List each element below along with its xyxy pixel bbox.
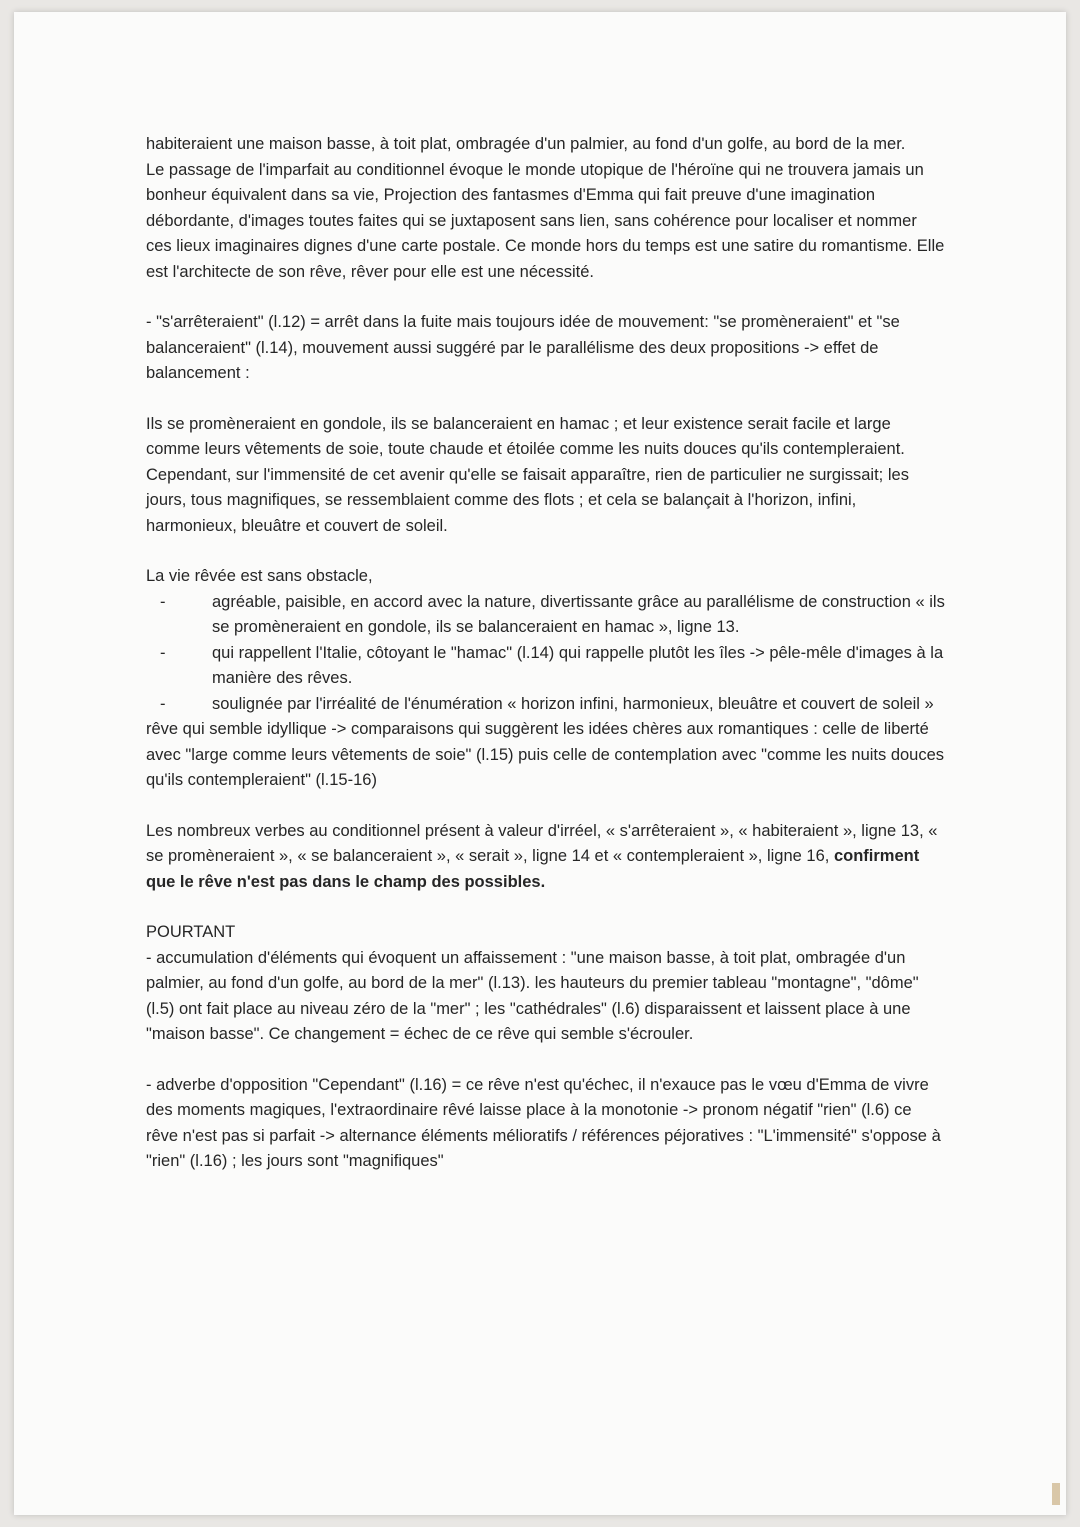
list-item-text: qui rappellent l'Italie, côtoyant le "hamac" (l.14) qui rappelle plutôt les îles -> pêle-mêle d'images à la manière des rêves. bbox=[212, 643, 944, 687]
paragraph-movement: - "s'arrêteraient" (l.12) = arrêt dans la fuite mais toujours idée de mouvement: "se promèneraient" et "se balanceraient" (l.14), mouvement aussi suggéré par le parallélisme des deux propositions -> effet de balancement : bbox=[146, 313, 900, 382]
section-heading-pourtant: POURTANT bbox=[146, 923, 236, 941]
list-item bbox=[146, 692, 946, 718]
conditional-verbs-conclusion: confirment que le rêve n'est pas dans le champ des possibles. bbox=[146, 847, 920, 891]
list-item bbox=[146, 590, 946, 641]
dash-marker: - bbox=[160, 694, 166, 713]
list-item bbox=[146, 641, 946, 692]
dream-life-list bbox=[146, 590, 946, 718]
paragraph-continuation: habiteraient une maison basse, à toit plat, ombragée d'un palmier, au fond d'un golfe, au bord de la mer. bbox=[146, 135, 906, 153]
list-item-text: agréable, paisible, en accord avec la nature, divertissante grâce au parallélisme de construction « ils se promèneraient en gondole, ils se balanceraient en hamac », ligne 13. bbox=[212, 592, 945, 636]
paragraph-conditional-verbs bbox=[146, 819, 946, 896]
paragraph-idyllic-dream: rêve qui semble idyllique -> comparaisons qui suggèrent les idées chères aux romantiques : celle de liberté avec "large comme leurs vêtements de soie" (l.15) puis celle de contemplation avec "comme les nuits douces qu'ils contempleraient" (l.15-16) bbox=[146, 720, 945, 789]
dash-marker: - bbox=[160, 592, 166, 611]
paragraph-analysis-conditional: Le passage de l'imparfait au conditionnel évoque le monde utopique de l'héroïne qui ne trouvera jamais un bonheur équivalent dans sa vie, Projection des fantasmes d'Emma qui fait preuve d'une imagination débordante, d'images toutes faites qui se juxtaposent sans lien, sans cohérence pour localiser et nommer ces lieux imaginaires dignes d'une carte postale. Ce monde hors du temps est une satire du romantisme. Elle est l'architecte de son rêve, rêver pour elle est une nécessité. bbox=[146, 160, 945, 281]
paragraph-opposition: - adverbe d'opposition "Cependant" (l.16) = ce rêve n'est qu'échec, il n'exauce pas le vœu d'Emma de vivre des moments magiques, l'extraordinaire rêvé laisse place à la monotonie -> pronom négatif "rien" (l.6) ce rêve n'est pas si parfait -> alternance éléments mélioratifs / références péjoratives : "L'immensité" s'oppose à "rien" (l.16) ; les jours sont "magnifiques" bbox=[146, 1075, 941, 1170]
paragraph-dream-life: La vie rêvée est sans obstacle, bbox=[146, 567, 373, 585]
document-page bbox=[14, 12, 1066, 1515]
document-body bbox=[146, 132, 946, 1175]
page-edge-mark bbox=[1052, 1483, 1060, 1505]
dash-marker: - bbox=[160, 643, 166, 662]
paragraph-collapse: - accumulation d'éléments qui évoquent un affaissement : "une maison basse, à toit plat, ombragée d'un palmier, au fond d'un golfe, au bord de la mer" (l.13). les hauteurs du premier tableau "montagne", "dôme" (l.5) ont fait place au niveau zéro de la "mer" ; les "cathédrales" (l.6) disparaissent et laissent place à une "maison basse". Ce changement = échec de ce rêve qui semble s'écrouler. bbox=[146, 948, 919, 1043]
list-item-text: soulignée par l'irréalité de l'énumération « horizon infini, harmonieux, bleuâtre et couvert de soleil » bbox=[212, 694, 934, 713]
conditional-verbs-text: Les nombreux verbes au conditionnel présent à valeur d'irréel, « s'arrêteraient », « habiteraient », ligne 13, « se promèneraient », « se balanceraient », « serait », ligne 14 et « contempleraient », ligne 16, bbox=[146, 821, 938, 865]
paragraph-quotation: Ils se promèneraient en gondole, ils se balanceraient en hamac ; et leur existence serait facile et large comme leurs vêtements de soie, toute chaude et étoilée comme les nuits douces qu'ils contempleraient. Cependant, sur l'immensité de cet avenir qu'elle se faisait apparaître, rien de particulier ne surgissait; les jours, tous magnifiques, se ressemblaient comme des flots ; et cela se balançait à l'horizon, infini, harmonieux, bleuâtre et couvert de soleil. bbox=[146, 414, 909, 535]
